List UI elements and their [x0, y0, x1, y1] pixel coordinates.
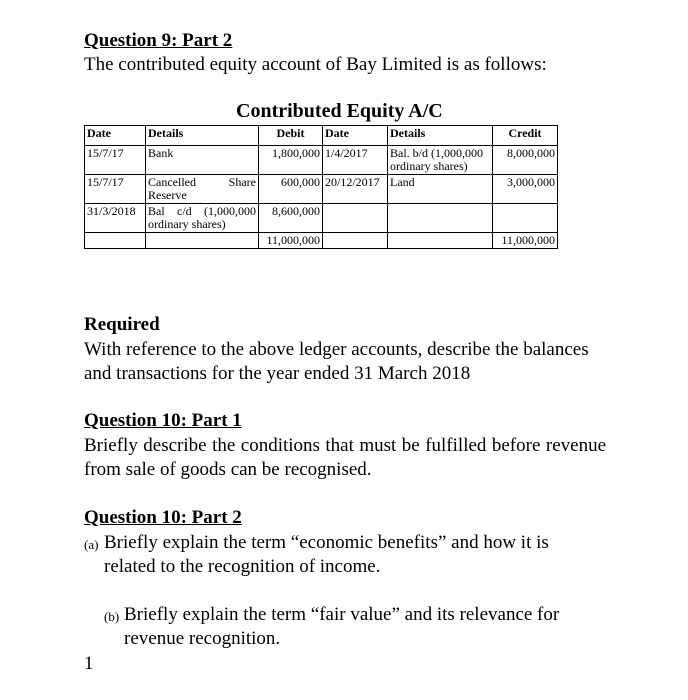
- cell-date: 15/7/17: [85, 175, 146, 204]
- table-row: [85, 204, 558, 233]
- cell-details-2: [388, 204, 493, 233]
- table-row: [85, 175, 558, 204]
- q10p1-text: Briefly describe the conditions that must be fulfilled before revenue from sale of goods can be recognised.: [84, 435, 606, 480]
- table-row: [85, 146, 558, 175]
- total-debit: 11,000,000: [259, 233, 323, 249]
- q10p2-b-line1: Briefly explain the term “fair value” and its relevance for: [124, 604, 560, 625]
- header-details-2: Details: [388, 126, 493, 146]
- cell-empty: [388, 233, 493, 249]
- q10p2-a-label: (a): [84, 537, 99, 552]
- cell-credit: [493, 204, 558, 233]
- q10p2-heading: Question 10: Part 2: [84, 507, 242, 528]
- totals-row: [85, 233, 558, 249]
- ledger-header-row: [85, 126, 558, 146]
- required-heading: Required: [84, 314, 160, 335]
- cell-empty: [323, 233, 388, 249]
- cell-debit: 600,000: [259, 175, 323, 204]
- ledger-title: Contributed Equity A/C: [236, 100, 443, 122]
- q10p2-b-label: (b): [104, 609, 120, 624]
- header-details: Details: [146, 126, 259, 146]
- cell-details-2: Bal. b/d (1,000,000 ordinary shares): [388, 146, 493, 175]
- q10p1-heading: Question 10: Part 1: [84, 410, 242, 431]
- page-number: 1: [84, 653, 94, 674]
- header-date-2: Date: [323, 126, 388, 146]
- q9-intro: The contributed equity account of Bay Limited is as follows:: [84, 54, 547, 75]
- q10p2-a-line1: Briefly explain the term “economic benefits” and how it is: [104, 532, 549, 553]
- cell-details: Cancelled Share Reserve: [146, 175, 259, 204]
- cell-details: Bank: [146, 146, 259, 175]
- cell-date-2: 20/12/2017: [323, 175, 388, 204]
- header-debit: Debit: [259, 126, 323, 146]
- cell-empty: [146, 233, 259, 249]
- header-credit: Credit: [493, 126, 558, 146]
- cell-date-2: [323, 204, 388, 233]
- cell-details: Bal c/d (1,000,000 ordinary shares): [146, 204, 259, 233]
- q9-heading: Question 9: Part 2: [84, 30, 233, 51]
- cell-date: 15/7/17: [85, 146, 146, 175]
- q10p2-b-line2: revenue recognition.: [124, 628, 281, 649]
- cell-details-2: Land: [388, 175, 493, 204]
- cell-date: 31/3/2018: [85, 204, 146, 233]
- ledger-table: [84, 125, 558, 249]
- cell-debit: 1,800,000: [259, 146, 323, 175]
- cell-date-2: 1/4/2017: [323, 146, 388, 175]
- required-text: With reference to the above ledger accounts, describe the balances and transactions for the year ended 31 March 2018: [84, 339, 589, 384]
- cell-credit: 8,000,000: [493, 146, 558, 175]
- total-credit: 11,000,000: [493, 233, 558, 249]
- cell-credit: 3,000,000: [493, 175, 558, 204]
- header-date: Date: [85, 126, 146, 146]
- cell-empty: [85, 233, 146, 249]
- cell-debit: 8,600,000: [259, 204, 323, 233]
- q10p2-a-line2: related to the recognition of income.: [104, 556, 381, 577]
